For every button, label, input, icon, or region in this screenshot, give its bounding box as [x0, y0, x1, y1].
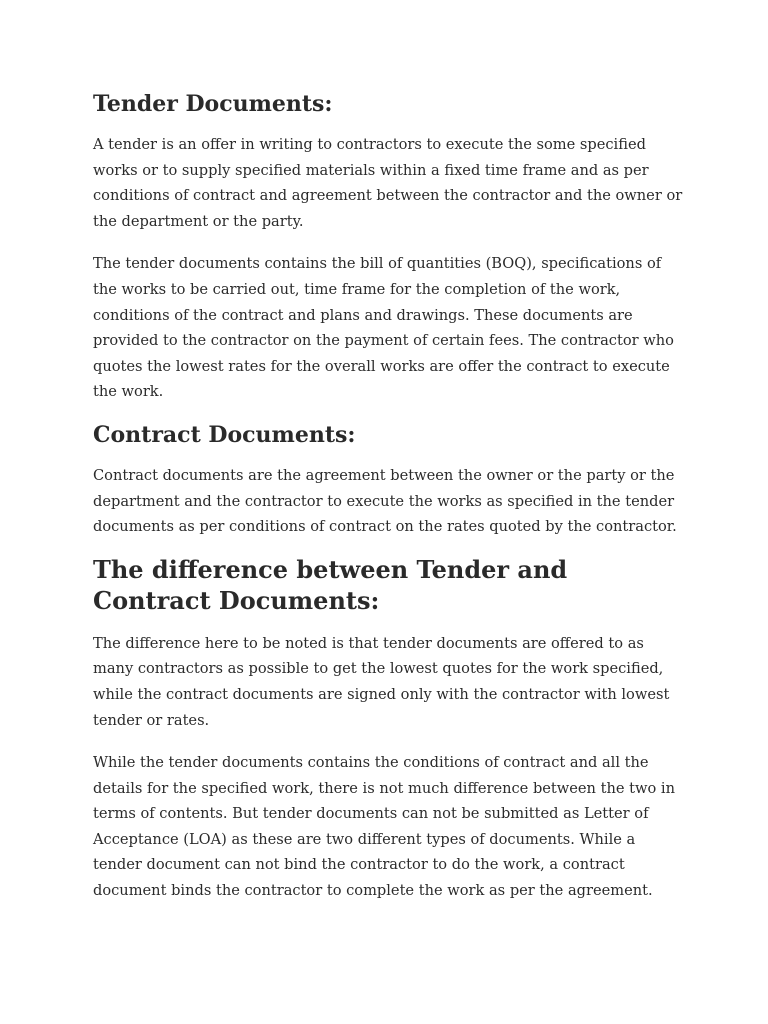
paragraph-tender-contents: The tender documents contains the bill of quantities (BOQ), specifications of the works to be carried out, time frame for the completion of the work, conditions of the contract and plans and drawings. These documents are provided to the contractor on the payment of certain fees. The contractor who quotes the lowest rates for the overall works are offer the contract to execute the work. [93, 255, 674, 401]
paragraph-difference-contents: While the tender documents contains the conditions of contract and all the details for the specified work, there is not much difference between the two in terms of contents. But tender documents can not be submitted as Letter of Acceptance (LOA) as these are two different types of documents. While a tender document can not bind the contractor to do the work, a contract document binds the contractor to complete the work as per the agreement. [93, 754, 675, 900]
paragraph-contract-definition: Contract documents are the agreement between the owner or the party or the department and the contractor to execute the works as specified in the tender documents as per conditions of contract on the rates quoted by the contractor. [93, 466, 677, 536]
heading-contract-documents: Contract Documents: [93, 421, 356, 448]
heading-difference: The difference between Tender and Contract Documents: [93, 554, 568, 615]
document-page [93, 88, 683, 904]
heading-tender-documents: Tender Documents: [93, 91, 333, 117]
paragraph-tender-definition: A tender is an offer in writing to contractors to execute the some specified works or to supply specified materials within a fixed time frame and as per conditions of contract and agreement between the contractor and the owner or the department or the party. [93, 136, 683, 230]
paragraph-difference-offer: The difference here to be noted is that tender documents are offered to as many contractors as possible to get the lowest quotes for the work specified, while the contract documents are signed only with the contractor with lowest tender or rates. [93, 634, 670, 729]
